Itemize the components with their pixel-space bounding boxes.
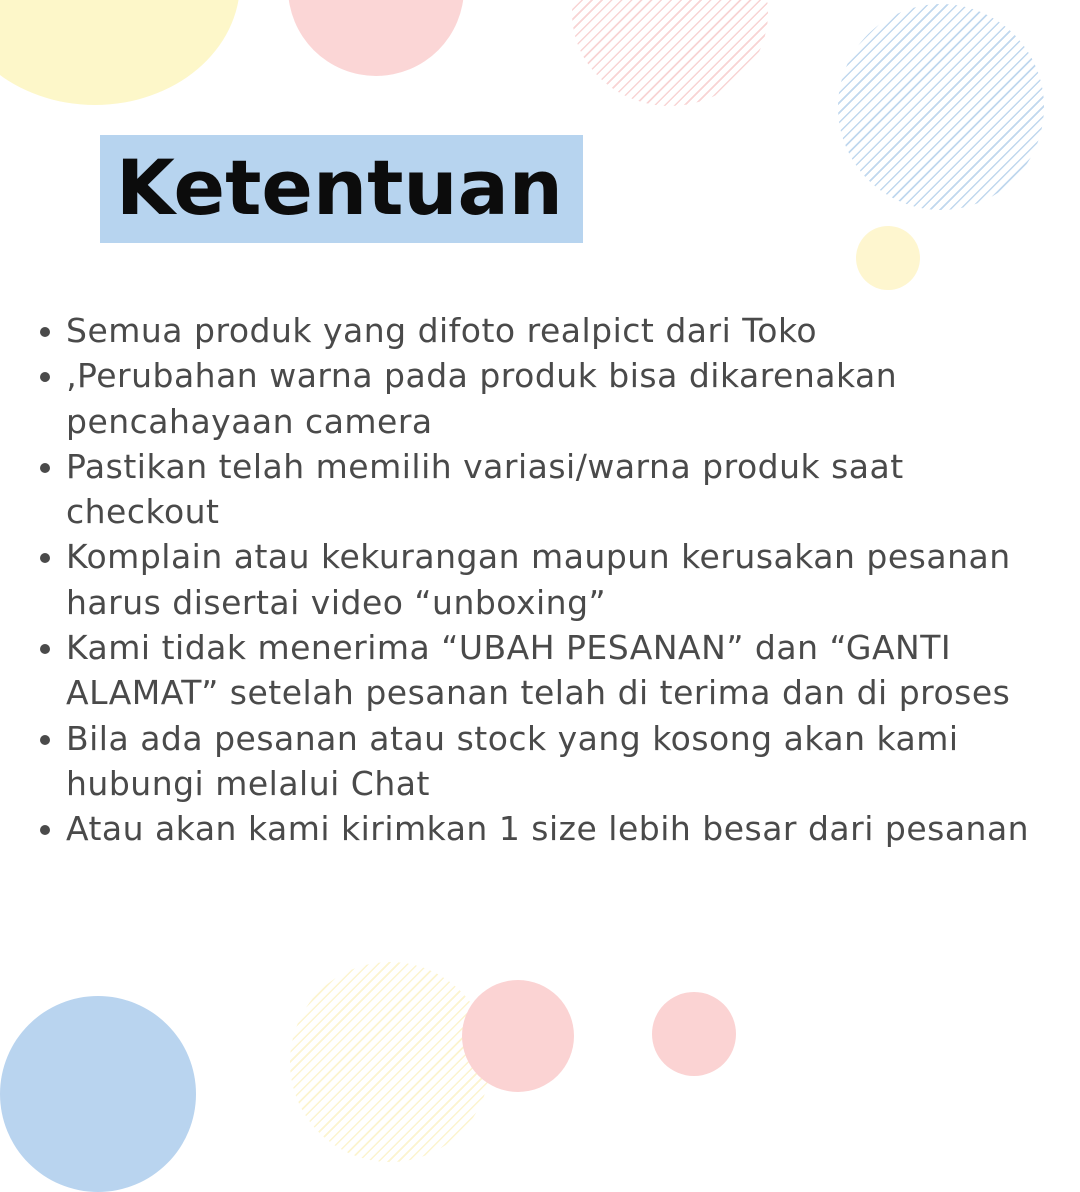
rule-item (36, 625, 1046, 716)
bullet-icon (40, 327, 50, 337)
decorative-circle-hatched-blue (838, 4, 1044, 210)
bullet-icon (40, 372, 50, 382)
bullet-icon (40, 825, 50, 835)
decorative-circle-hatched-yellow (290, 962, 490, 1162)
rule-item (36, 444, 1046, 535)
decorative-circle-pink-bottom (462, 980, 574, 1092)
decorative-circle-pink-bottom-small (652, 992, 736, 1076)
decorative-circle-blue (0, 996, 196, 1192)
bullet-icon (40, 463, 50, 473)
page-title: Ketentuan (116, 143, 563, 232)
decorative-circle-yellow-small (856, 226, 920, 290)
rule-text: Bila ada pesanan atau stock yang kosong akan kami hubungi melalui Chat (66, 718, 959, 803)
decorative-circle-hatched-pink (572, 0, 768, 106)
rule-text: Kami tidak menerima “UBAH PESANAN” dan “GANTI ALAMAT” setelah pesanan telah di terima dan di proses (66, 628, 1011, 713)
bullet-icon (40, 553, 50, 563)
rule-item (36, 534, 1046, 625)
decorative-circle-pink (288, 0, 464, 76)
rule-item (36, 806, 1046, 851)
rule-item (36, 716, 1046, 807)
rule-item (36, 308, 1046, 353)
rule-text: ‚Perubahan warna pada produk bisa dikarenakan pencahayaan camera (66, 356, 898, 441)
rule-text: Semua produk yang difoto realpict dari Toko (66, 311, 818, 350)
rule-text: Atau akan kami kirimkan 1 size lebih besar dari pesanan (66, 809, 1030, 849)
rule-text: Komplain atau kekurangan maupun kerusakan pesanan harus disertai video “unboxing” (66, 537, 1011, 622)
rule-text: Pastikan telah memilih variasi/warna produk saat checkout (66, 446, 904, 532)
rules-list (36, 308, 1046, 852)
decorative-circle-yellow (0, 0, 240, 105)
bullet-icon (40, 644, 50, 654)
rule-item (36, 353, 1046, 444)
bullet-icon (40, 735, 50, 745)
